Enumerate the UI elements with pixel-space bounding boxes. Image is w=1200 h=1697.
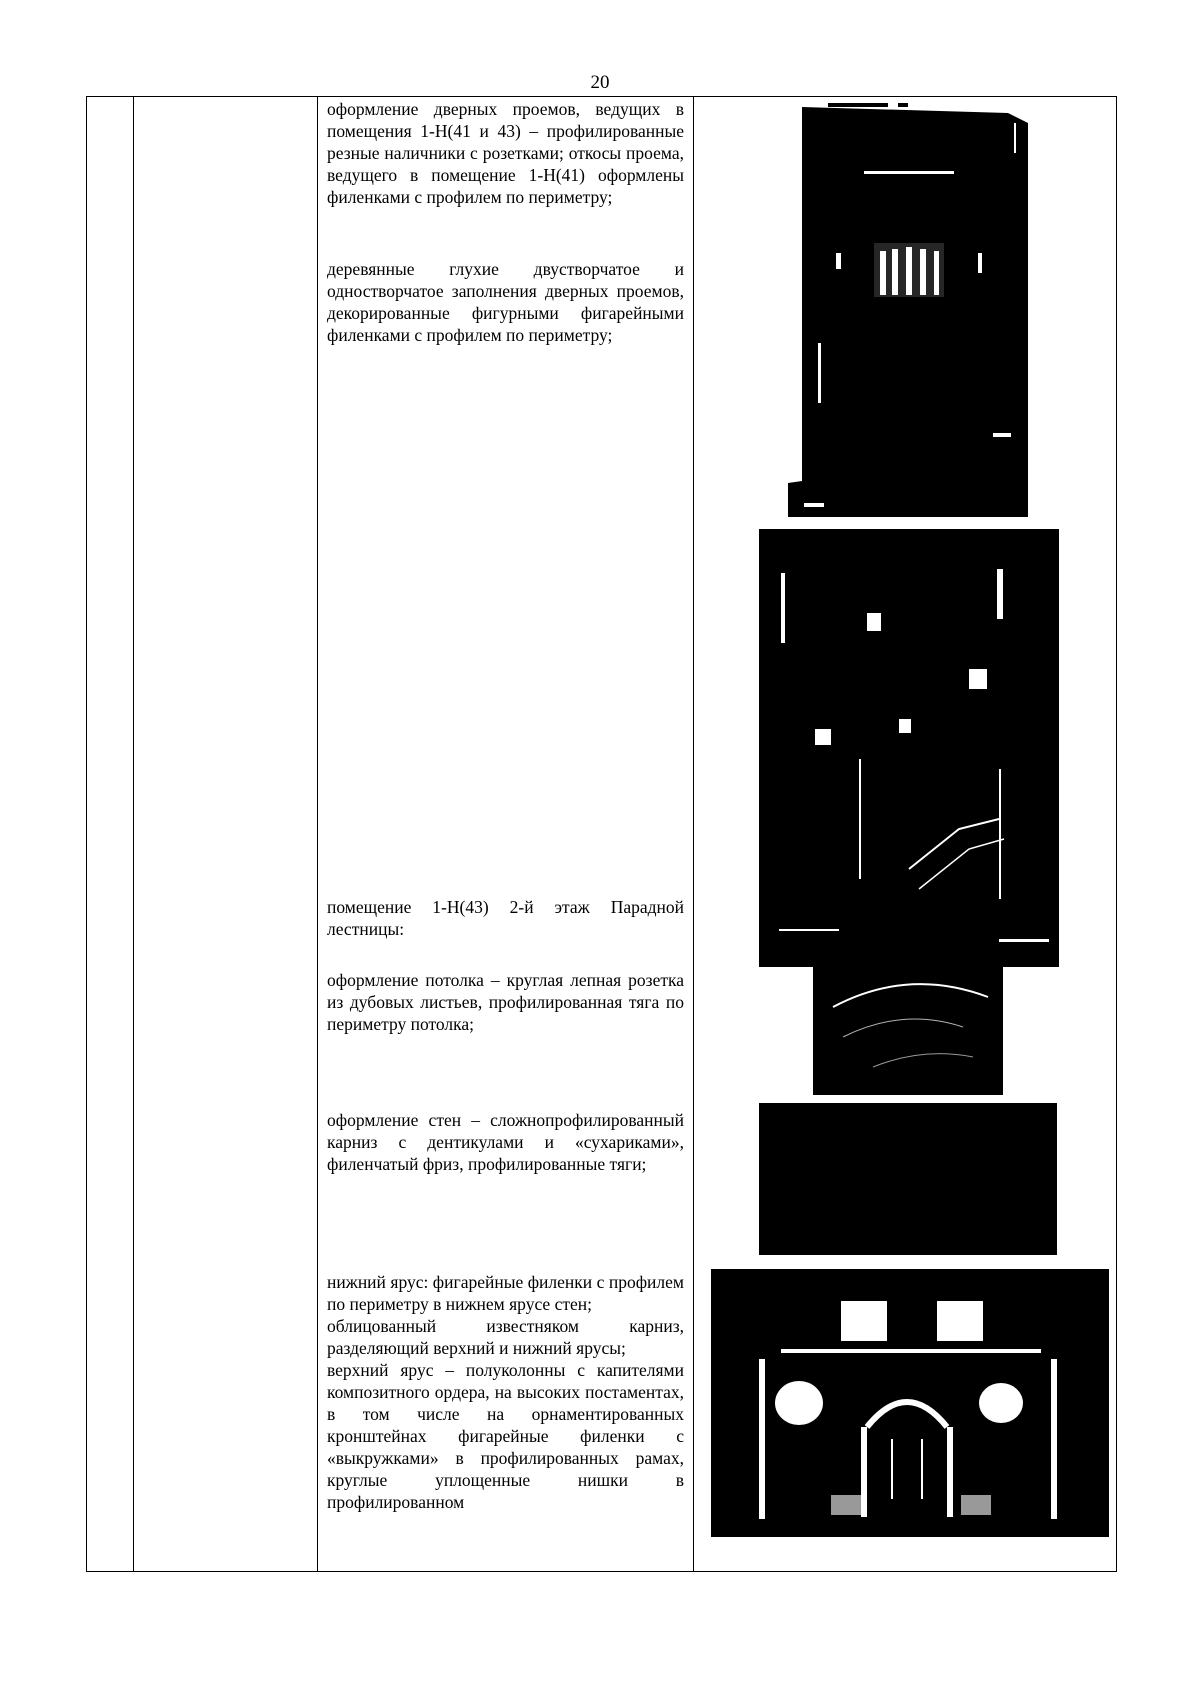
photo-wall-cornice bbox=[759, 1103, 1057, 1255]
paragraph: облицованный известняком карниз, разделяющий верхний и нижний ярусы; bbox=[327, 1316, 684, 1358]
photo-doorway-interior bbox=[759, 529, 1059, 967]
paragraph: нижний ярус: фигарейные филенки с профилем по периметру в нижнем ярусе стен; bbox=[327, 1272, 684, 1314]
text-block-walls bbox=[327, 1109, 684, 1175]
column-divider bbox=[693, 97, 694, 1571]
text-block-room-heading bbox=[327, 896, 684, 940]
text-block-door-openings bbox=[327, 98, 684, 208]
document-table bbox=[86, 96, 1117, 1572]
page-number: 20 bbox=[590, 72, 610, 93]
paragraph: оформление стен – сложнопрофилированный карниз с дентикулами и «сухариками», филенчатый фриз, профилированные тяги; bbox=[327, 1110, 684, 1174]
photo-ceiling-rosette bbox=[813, 967, 1003, 1095]
paragraph: помещение 1-Н(43) 2-й этаж Парадной лестницы: bbox=[327, 897, 684, 939]
text-block-ceiling bbox=[327, 969, 684, 1035]
paragraph: верхний ярус – полуколонны с капителями композитного ордера, на высоких постаментах, в том числе на орнаментированных кронштейнах фигарейные филенки с «выкружками» в профилированных рамах, круглые уплощенные нишки в профилированном bbox=[327, 1360, 684, 1512]
paragraph: оформление дверных проемов, ведущих в помещения 1-Н(41 и 43) – профилированные резные наличники с розетками; откосы проема, ведущего в помещение 1-Н(41) оформлены филенками с профилем по периметру; bbox=[327, 99, 684, 207]
paragraph: оформление потолка – круглая лепная розетка из дубовых листьев, профилированная тяга по периметру потолка; bbox=[327, 970, 684, 1034]
photo-door-surround bbox=[788, 103, 1028, 517]
column-divider bbox=[317, 97, 318, 1571]
column-divider bbox=[133, 97, 134, 1571]
text-block-door-leaves bbox=[327, 258, 684, 346]
text-block-tiers bbox=[327, 1271, 684, 1513]
photo-stair-hall-wall bbox=[711, 1269, 1109, 1537]
paragraph: деревянные глухие двустворчатое и одностворчатое заполнения дверных проемов, декорированные фигурными фигарейными филенками с профилем по периметру; bbox=[327, 259, 684, 345]
